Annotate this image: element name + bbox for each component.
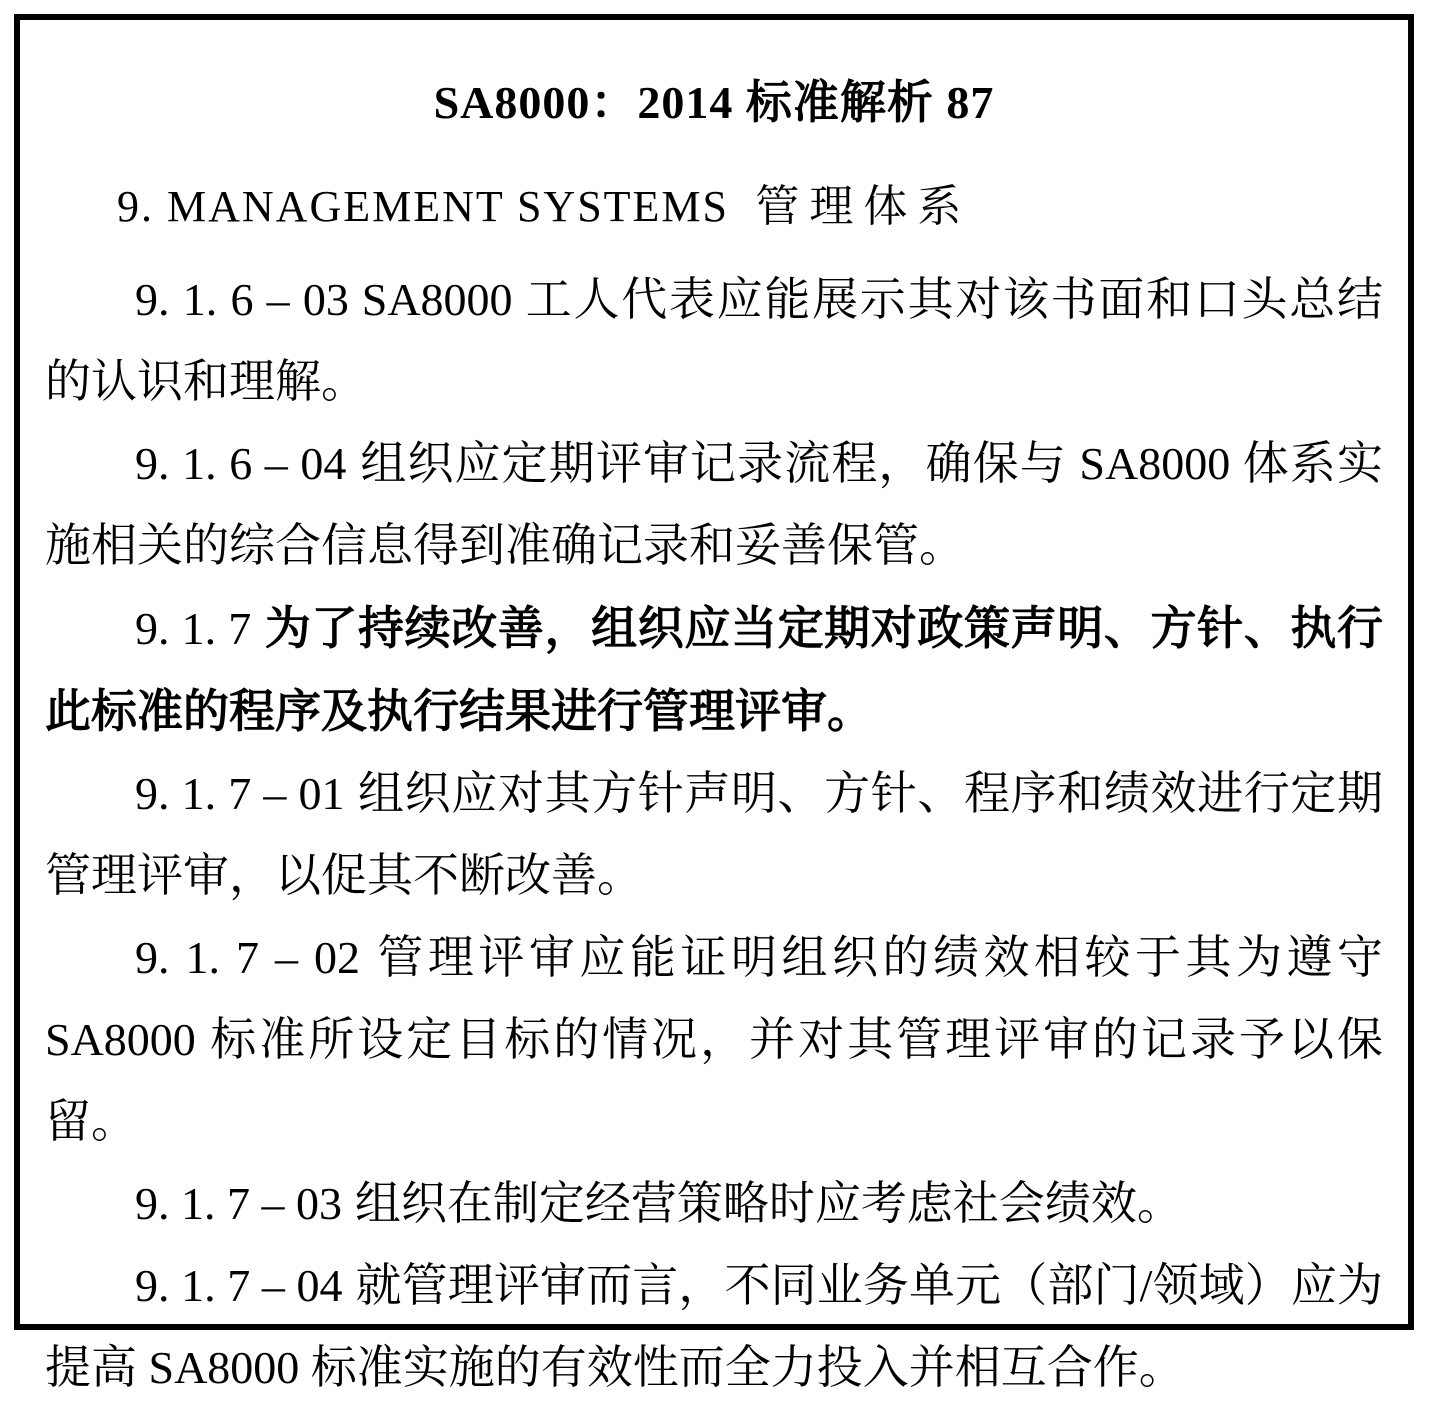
clause-9-1-7-requirement xyxy=(45,587,1383,753)
clause-text: 为了持续改善，组织应当定期对政策声明、方针、执行此标准的程序及执行结果进行管理评审。 xyxy=(45,601,1384,738)
section-heading xyxy=(45,166,1383,248)
clause-number: 9. 1. 7 – 04 xyxy=(135,1260,343,1311)
clause-number: 9. 1. 7 – 03 xyxy=(135,1178,342,1229)
clause-9-1-6-03 xyxy=(45,259,1383,423)
page-border-frame xyxy=(14,14,1414,1393)
clause-list xyxy=(45,259,1383,1409)
section-heading-chinese: 管理体系 xyxy=(755,182,972,231)
clause-number: 9. 1. 7 – 01 xyxy=(135,768,345,819)
clause-9-1-6-04 xyxy=(45,423,1383,587)
page-content xyxy=(20,20,1408,1393)
clause-number: 9. 1. 6 – 03 xyxy=(135,274,349,325)
clause-number: 9. 1. 6 – 04 xyxy=(135,438,347,489)
clause-text: 组织在制定经营策略时应考虑社会绩效。 xyxy=(354,1178,1183,1229)
clause-9-1-7-03 xyxy=(45,1163,1383,1245)
section-heading-english: 9. MANAGEMENT SYSTEMS xyxy=(117,182,730,231)
page-title: SA8000：2014 标准解析 87 xyxy=(433,77,995,128)
clause-9-1-7-01 xyxy=(45,753,1383,917)
clause-text: 组织应定期评审记录流程，确保与 SA8000 体系实施相关的综合信息得到准确记录和妥善保管。 xyxy=(45,438,1383,571)
clause-text: 组织应对其方针声明、方针、程序和绩效进行定期管理评审，以促其不断改善。 xyxy=(45,768,1384,901)
clause-text: 就管理评审而言，不同业务单元（部门/领域）应为提高 SA8000 标准实施的有效性而全力投入并相互合作。 xyxy=(45,1260,1384,1393)
clause-number: 9. 1. 7 xyxy=(135,603,252,654)
clause-text: SA8000 工人代表应能展示其对该书面和口头总结的认识和理解。 xyxy=(45,274,1383,407)
clause-text: 管理评审应能证明组织的绩效相较于其为遵守 SA8000 标准所设定目标的情况，并对其管理评审的记录予以保留。 xyxy=(45,932,1384,1147)
clause-9-1-7-02 xyxy=(45,917,1383,1163)
clause-9-1-7-04 xyxy=(45,1245,1383,1409)
clause-number: 9. 1. 7 – 02 xyxy=(135,932,361,983)
